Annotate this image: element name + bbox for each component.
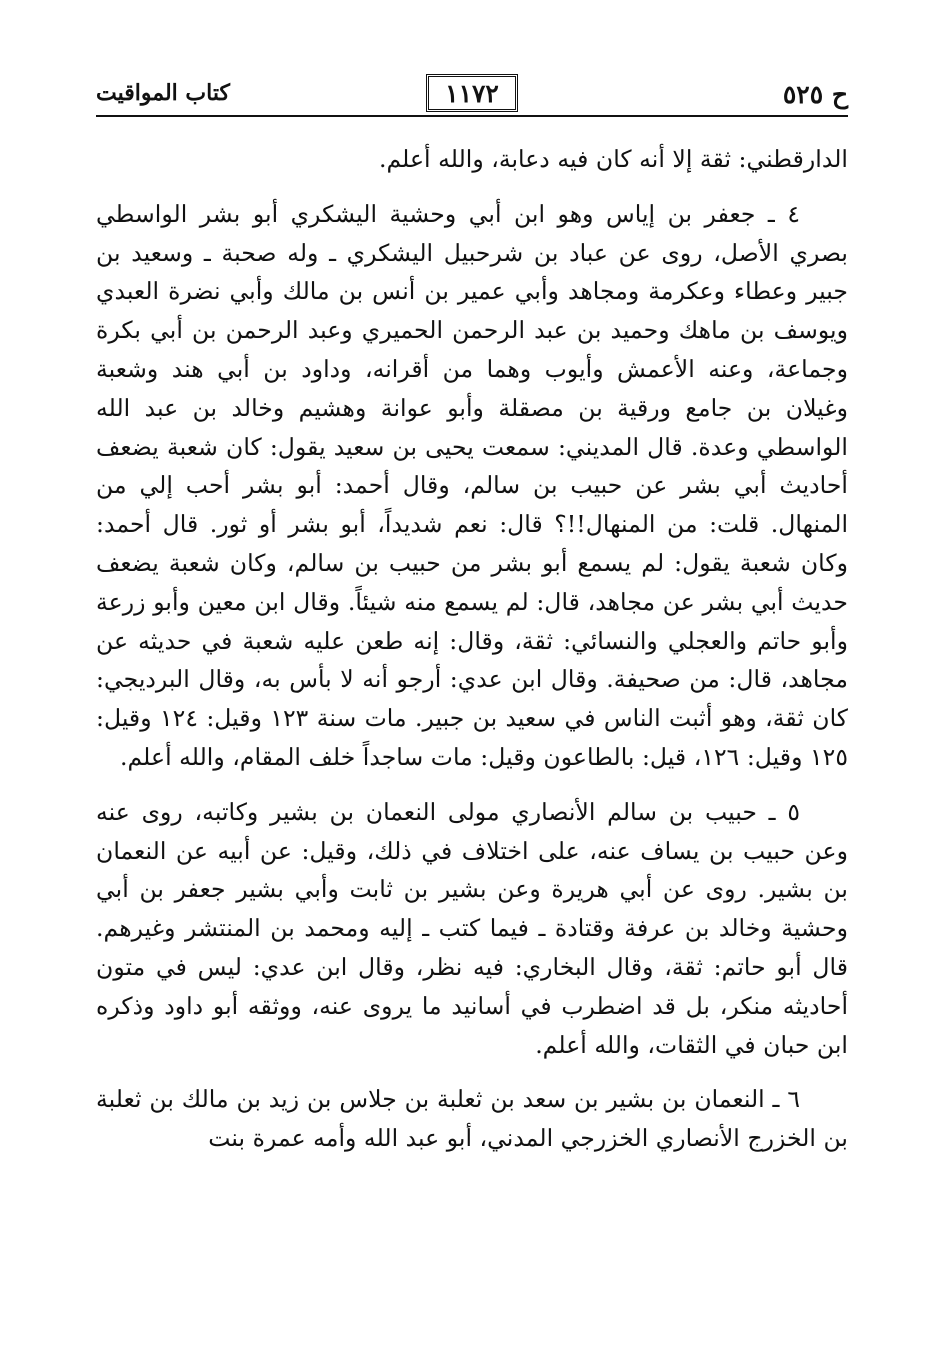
paragraph-entry-4: ٤ ـ جعفر بن إياس وهو ابن أبي وحشية اليشكري أبو بشر الواسطي بصري الأصل، روى عن عباد بن شرحبيل اليشكري ـ وله صحبة ـ وسعيد بن جبير وعطاء وعكرمة ومجاهد وأبي عمير بن أنس بن مالك وأبي نضرة العبدي ويوسف بن ماهك وحميد بن عبد الرحمن الحميري وعبد الرحمن بن أبي بكرة وجماعة، وعنه الأعمش وأيوب وهما من أقرانه، وداود بن أبي هند وشعبة وغيلان بن جامع ورقية بن مصقلة وأبو عوانة وهشيم وخالد بن عبد الله الواسطي وعدة. قال المديني: سمعت يحيى بن سعيد يقول: كان شعبة يضعف أحاديث أبي بشر عن حبيب بن سالم، وقال أحمد: أبو بشر أحب إلي من المنهال. قلت: من المنهال!!؟ قال: نعم شديداً، أبو بشر أو ثور. قال أحمد: وكان شعبة يقول: لم يسمع أبو بشر من حبيب بن سالم، وكان شعبة يضعف حديث أبي بشر عن مجاهد، قال: لم يسمع منه شيئاً. وقال ابن معين وأبو زرعة وأبو حاتم والعجلي والنسائي: ثقة، وقال: إنه طعن عليه شعبة في حديثه عن مجاهد، قال: من صحيفة. وقال ابن عدي: أرجو أنه لا بأس به، وقال البرديجي: كان ثقة، وهو أثبت الناس في سعيد بن جبير. مات سنة ١٢٣ وقيل: ١٢٤ وقيل: ١٢٥ وقيل: ١٢٦، قيل: بالطاعون وقيل: مات ساجداً خلف المقام، والله أعلم. bbox=[96, 199, 849, 771]
hadith-number: ١١٧٢ bbox=[445, 78, 499, 108]
header-rule bbox=[96, 115, 848, 117]
paragraph-entry-6: ٦ ـ النعمان بن بشير بن سعد بن ثعلبة بن جلاس بن زيد بن مالك بن ثعلبة بن الخزرج الأنصاري الخزرجي المدني، أبو عبد الله وأمه عمرة بنت bbox=[96, 1085, 848, 1153]
hadith-number-box bbox=[426, 74, 518, 112]
page-header bbox=[96, 74, 848, 120]
volume-page-number: ح ٥٢٥ bbox=[782, 80, 848, 109]
paragraph-entry-5: ٥ ـ حبيب بن سالم الأنصاري مولى النعمان بن بشير وكاتبه، روى عنه وعن حبيب بن يساف عنه، على اختلاف في ذلك، وقيل: عن أبيه عن النعمان بن بشير. روى عن أبي هريرة وعن بشير بن ثابت وأبي بشير جعفر بن أبي وحشية وخالد بن عرفة وقتادة ـ فيما كتب ـ إليه ومحمد بن المنتشر وغيرهم. قال أبو حاتم: ثقة، وقال البخاري: فيه نظر، وقال ابن عدي: ليس في متون أحاديثه منكر، بل قد اضطرب في أسانيد ما يروى عنه، ووثقه أبو داود وذكره ابن حبان في الثقات، والله أعلم. bbox=[96, 797, 848, 1059]
paragraph-continuation: الدارقطني: ثقة إلا أنه كان فيه دعابة، والله أعلم. bbox=[378, 145, 848, 173]
book-title: كتاب المواقيت bbox=[96, 80, 230, 106]
main-text bbox=[96, 140, 848, 1158]
